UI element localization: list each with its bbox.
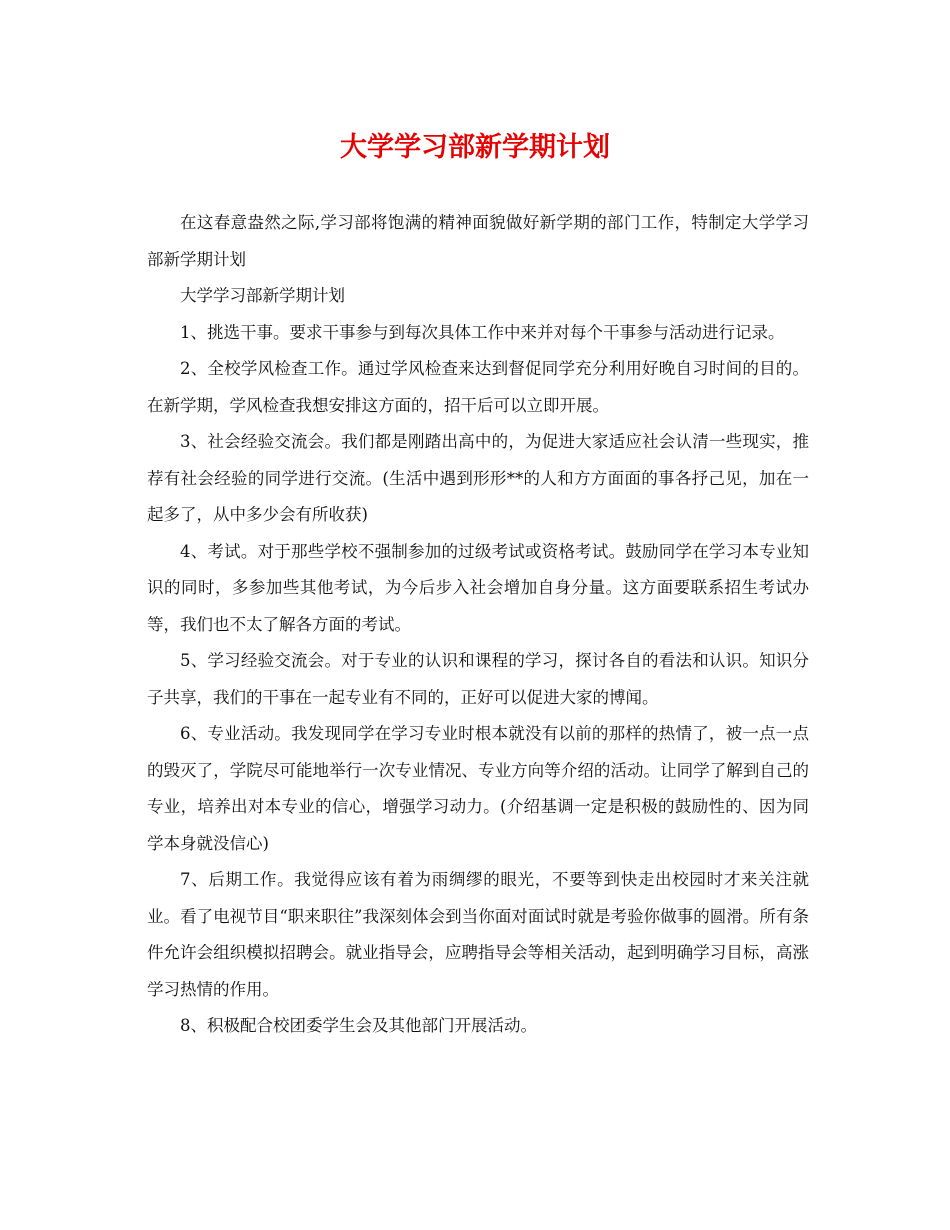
paragraph-item-2: 2、全校学风检查工作。通过学风检查来达到督促同学充分利用好晚自习时间的目的。在新学期，学风检查我想安排这方面的，招干后可以立即开展。: [147, 359, 809, 415]
paragraph-item-5: 5、学习经验交流会。对于专业的认识和课程的学习，探讨各自的看法和认识。知识分子共享，我们的干事在一起专业有不同的，正好可以促进大家的博闻。: [147, 651, 809, 707]
paragraph-intro: 在这春意盎然之际,学习部将饱满的精神面貌做好新学期的部门工作，特制定大学学习部新学期计划: [147, 213, 809, 269]
document-title: 大学学习部新学期计划: [340, 132, 610, 163]
paragraph-item-4: 4、考试。对于那些学校不强制参加的过级考试或资格考试。鼓励同学在学习本专业知识的同时，多参加些其他考试，为今后步入社会增加自身分量。这方面要联系招生考试办等，我们也不太了解各方面的考试。: [147, 541, 809, 634]
paragraph-item-8: 8、积极配合校团委学生会及其他部门开展活动。: [180, 1016, 537, 1035]
document-body: [147, 205, 809, 1045]
paragraph-item-3: 3、社会经验交流会。我们都是刚踏出高中的，为促进大家适应社会认清一些现实，推荐有社会经验的同学进行交流。(生活中遇到形形**的人和方方面面的事各抒己见，加在一起多了，从中多少会有所收获): [147, 432, 809, 524]
paragraph-item-7: 7、后期工作。我觉得应该有着为雨绸缪的眼光，不要等到快走出校园时才来关注就业。看了电视节目“职来职往”我深刻体会到当你面对面试时就是考验你做事的圆滑。所有条件允许会组织模拟招聘会。就业指导会，应聘指导会等相关活动，起到明确学习目标，高涨学习热情的作用。: [147, 870, 809, 999]
paragraph-item-6: 6、专业活动。我发现同学在学习专业时根本就没有以前的那样的热情了，被一点一点的毁灭了，学院尽可能地举行一次专业情况、专业方向等介绍的活动。让同学了解到自己的专业，培养出对本专业的信心，增强学习动力。(介绍基调一定是积极的鼓励性的、因为同学本身就没信心): [147, 724, 809, 853]
paragraph-subtitle: 大学学习部新学期计划: [180, 286, 345, 305]
paragraph-item-1: 1、挑选干事。要求干事参与到每次具体工作中来并对每个干事参与活动进行记录。: [180, 322, 785, 342]
